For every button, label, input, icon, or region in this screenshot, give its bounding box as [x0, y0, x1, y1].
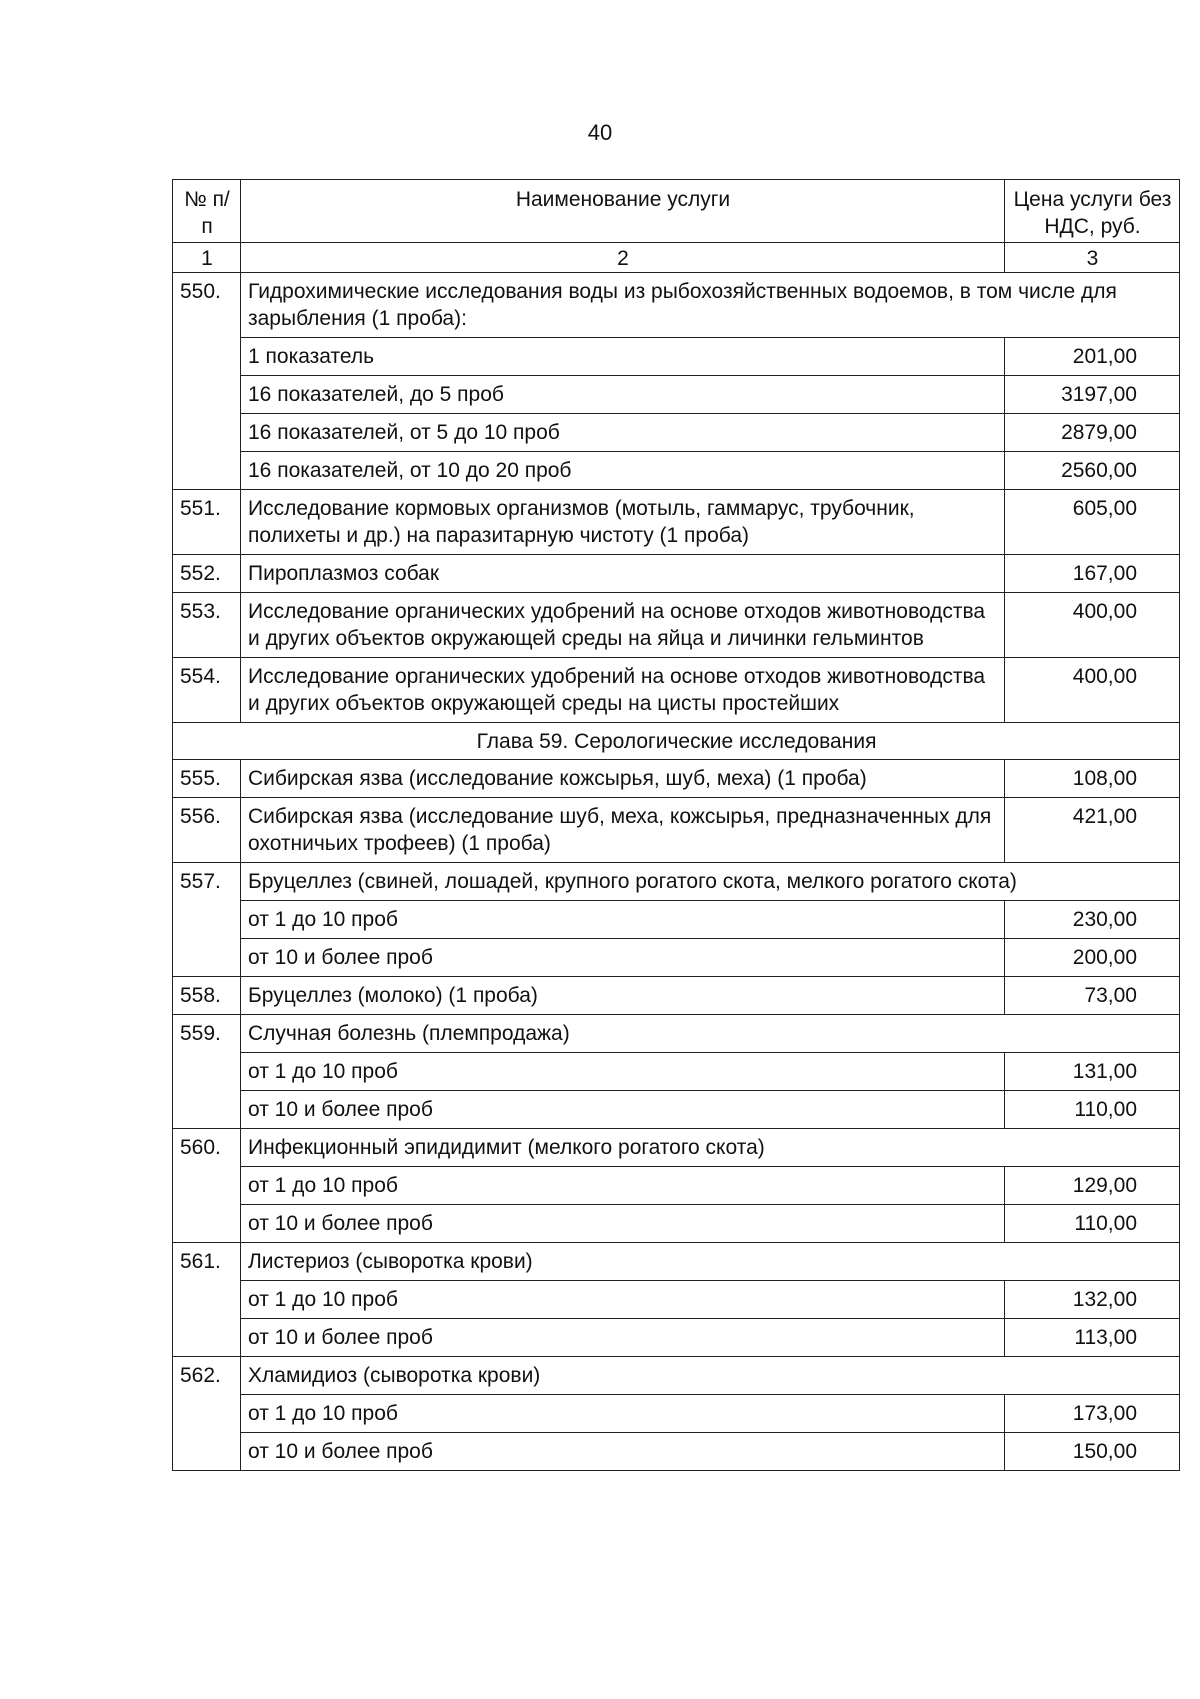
service-price: 110,00 [1005, 1091, 1180, 1129]
service-name: Листериоз (сыворотка крови) [241, 1243, 1180, 1281]
service-price: 131,00 [1005, 1053, 1180, 1091]
table-subrow [173, 1167, 1180, 1205]
row-number: 553. [173, 593, 241, 658]
table-row [173, 555, 1180, 593]
table-row [173, 1129, 1180, 1167]
row-number: 556. [173, 798, 241, 863]
header-service-name: Наименование услуги [241, 180, 1005, 243]
table-header-row [173, 180, 1180, 243]
service-name: 16 показателей, до 5 проб [241, 376, 1005, 414]
chapter-title: Глава 59. Серологические исследования [173, 723, 1180, 760]
table-row [173, 490, 1180, 555]
service-price: 201,00 [1005, 338, 1180, 376]
table-subrow [173, 1053, 1180, 1091]
table-row [173, 658, 1180, 723]
service-price: 200,00 [1005, 939, 1180, 977]
service-price: 421,00 [1005, 798, 1180, 863]
service-price: 3197,00 [1005, 376, 1180, 414]
service-name: Хламидиоз (сыворотка крови) [241, 1357, 1180, 1395]
table-subrow [173, 452, 1180, 490]
table-subrow [173, 376, 1180, 414]
row-number: 558. [173, 977, 241, 1015]
table-subrow [173, 338, 1180, 376]
table-subrow [173, 1319, 1180, 1357]
row-number: 554. [173, 658, 241, 723]
service-name: от 10 и более проб [241, 1433, 1005, 1471]
table-row [173, 1357, 1180, 1395]
table-subrow [173, 1281, 1180, 1319]
service-price: 400,00 [1005, 658, 1180, 723]
service-name: Исследование кормовых организмов (мотыль, гаммарус, трубочник, полихеты и др.) на паразитарную чистоту (1 проба) [241, 490, 1005, 555]
row-number: 561. [173, 1243, 241, 1357]
service-price: 129,00 [1005, 1167, 1180, 1205]
service-name: Исследование органических удобрений на основе отходов животноводства и других объектов окружающей среды на яйца и личинки гельминтов [241, 593, 1005, 658]
service-name: 16 показателей, от 5 до 10 проб [241, 414, 1005, 452]
table-subrow [173, 414, 1180, 452]
service-price: 2560,00 [1005, 452, 1180, 490]
row-number: 557. [173, 863, 241, 977]
table-subrow [173, 1205, 1180, 1243]
table-row [173, 798, 1180, 863]
service-price: 167,00 [1005, 555, 1180, 593]
price-table [172, 179, 1180, 1471]
service-name: от 1 до 10 проб [241, 1053, 1005, 1091]
table-row [173, 1015, 1180, 1053]
table-row [173, 273, 1180, 338]
service-name: от 10 и более проб [241, 1319, 1005, 1357]
service-name: 16 показателей, от 10 до 20 проб [241, 452, 1005, 490]
service-price: 2879,00 [1005, 414, 1180, 452]
row-number: 555. [173, 760, 241, 798]
service-price: 230,00 [1005, 901, 1180, 939]
service-name: от 1 до 10 проб [241, 1167, 1005, 1205]
table-row [173, 760, 1180, 798]
table-row [173, 593, 1180, 658]
row-number: 559. [173, 1015, 241, 1129]
row-number: 551. [173, 490, 241, 555]
service-price: 108,00 [1005, 760, 1180, 798]
service-price: 110,00 [1005, 1205, 1180, 1243]
table-subrow [173, 939, 1180, 977]
page-number: 40 [587, 120, 613, 145]
service-price: 173,00 [1005, 1395, 1180, 1433]
table-subrow [173, 1433, 1180, 1471]
row-number: 562. [173, 1357, 241, 1471]
service-name: от 1 до 10 проб [241, 901, 1005, 939]
header-price: Цена услуги без НДС, руб. [1005, 180, 1180, 243]
service-name: Сибирская язва (исследование шуб, меха, кожсырья, предназначенных для охотничьих трофеев) (1 проба) [241, 798, 1005, 863]
column-index: 2 [241, 243, 1005, 273]
row-number: 560. [173, 1129, 241, 1243]
row-number: 552. [173, 555, 241, 593]
service-name: от 1 до 10 проб [241, 1395, 1005, 1433]
table-row [173, 863, 1180, 901]
service-name: Исследование органических удобрений на основе отходов животноводства и других объектов окружающей среды на цисты простейших [241, 658, 1005, 723]
header-number: № п/п [173, 180, 241, 243]
row-number: 550. [173, 273, 241, 490]
table-subrow [173, 901, 1180, 939]
table-row [173, 1243, 1180, 1281]
chapter-heading-row [173, 723, 1180, 760]
column-index: 1 [173, 243, 241, 273]
service-price: 132,00 [1005, 1281, 1180, 1319]
service-name: от 1 до 10 проб [241, 1281, 1005, 1319]
table-row [173, 977, 1180, 1015]
service-name: Бруцеллез (молоко) (1 проба) [241, 977, 1005, 1015]
service-price: 73,00 [1005, 977, 1180, 1015]
column-index: 3 [1005, 243, 1180, 273]
service-name: от 10 и более проб [241, 1091, 1005, 1129]
service-price: 150,00 [1005, 1433, 1180, 1471]
service-name: Пироплазмоз собак [241, 555, 1005, 593]
service-name: Случная болезнь (племпродажа) [241, 1015, 1180, 1053]
service-name: 1 показатель [241, 338, 1005, 376]
service-price: 400,00 [1005, 593, 1180, 658]
service-name: Гидрохимические исследования воды из рыбохозяйственных водоемов, в том числе для зарыбления (1 проба): [241, 273, 1180, 338]
column-index-row [173, 243, 1180, 273]
table-subrow [173, 1395, 1180, 1433]
service-name: от 10 и более проб [241, 939, 1005, 977]
service-price: 605,00 [1005, 490, 1180, 555]
service-price: 113,00 [1005, 1319, 1180, 1357]
table-subrow [173, 1091, 1180, 1129]
service-name: Бруцеллез (свиней, лошадей, крупного рогатого скота, мелкого рогатого скота) [241, 863, 1180, 901]
service-name: Сибирская язва (исследование кожсырья, шуб, меха) (1 проба) [241, 760, 1005, 798]
service-name: Инфекционный эпидидимит (мелкого рогатого скота) [241, 1129, 1180, 1167]
service-name: от 10 и более проб [241, 1205, 1005, 1243]
